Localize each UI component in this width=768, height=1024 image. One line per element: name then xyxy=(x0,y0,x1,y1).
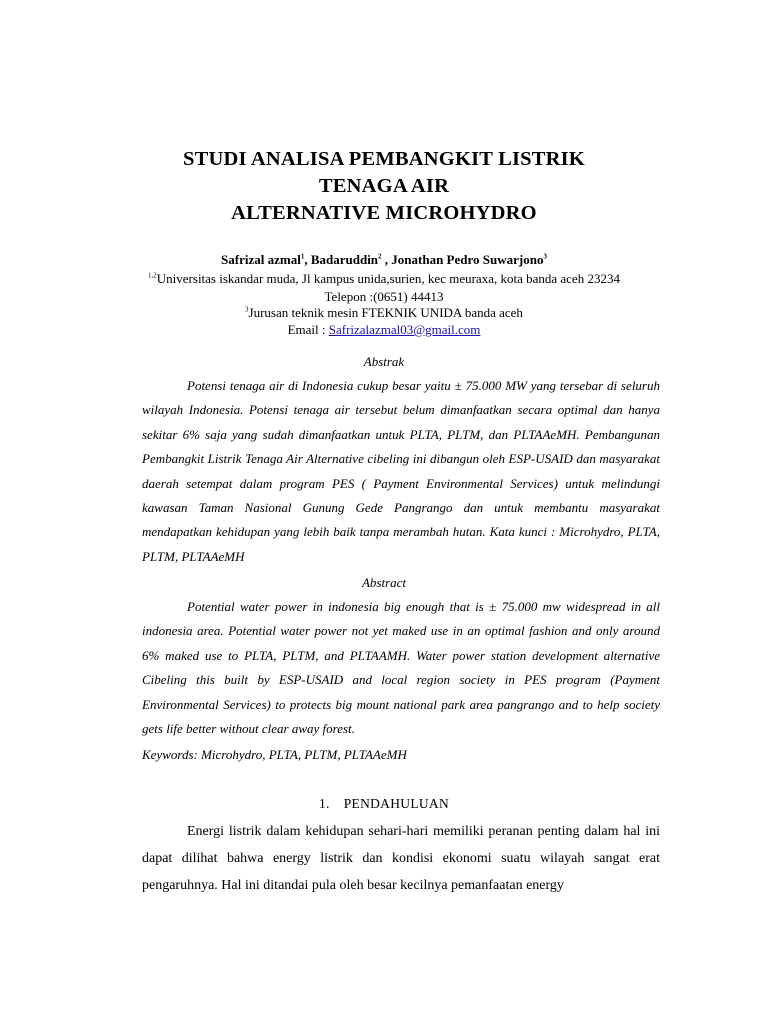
title-line-2: TENAGA AIR xyxy=(318,175,450,197)
abstrak-body xyxy=(142,374,660,569)
affiliation-2-sup: 3 xyxy=(245,305,249,314)
abstrak-paragraph: Potensi tenaga air di Indonesia cukup besar yaitu ± 75.000 MW yang tersebar di seluruh wilayah Indonesia. Potensi tenaga air tersebut belum dimanfaatkan secara optimal dan hanya sekitar 6% saja yang sudah dimanfaatkan untuk PLTA, PLTM, dan PLTAAeMH. Pembangunan Pembangkit Listrik Tenaga Air Alternative cibeling ini dibangun oleh ESP-USAID dan masyarakat daerah setempat dalam program PES ( Payment Environmental Services) untuk melindungi kawasan Taman Nasional Gunung Gede Pangrango dan untuk membantu masyarakat mendapatkan kehidupan yang lebih baik tanpa merambah hutan. Kata kunci : Microhydro, PLTA, PLTM, PLTAAeMH xyxy=(142,378,660,564)
author-2-sup: 2 xyxy=(378,252,382,261)
intro-body xyxy=(142,818,660,899)
abstrak-heading: Abstrak xyxy=(363,354,405,369)
author-1-sup: 1 xyxy=(300,252,305,261)
email-link[interactable]: Safrizalazmal03@gmail.com xyxy=(328,322,481,337)
abstract-body xyxy=(142,595,660,741)
abstract-heading: Abstract xyxy=(361,575,407,590)
affiliation-1-sup: 1,2 xyxy=(148,271,157,280)
phone-line: Telepon :(0651) 44413 xyxy=(324,289,444,304)
section-heading xyxy=(0,796,768,812)
keywords-line: Keywords: Microhydro, PLTA, PLTM, PLTAAeMH xyxy=(142,747,407,762)
author-2: Badaruddin xyxy=(310,252,379,267)
email-label: Email : xyxy=(287,322,329,337)
title-line-3: ALTERNATIVE MICROHYDRO xyxy=(231,202,537,224)
author-1: Safrizal azmal xyxy=(221,252,301,267)
author-separator: , xyxy=(304,252,311,267)
author-separator: , xyxy=(381,252,392,267)
section-title: PENDAHULUAN xyxy=(343,796,450,811)
email-line xyxy=(0,322,768,338)
author-list xyxy=(0,252,768,268)
affiliation-2-text: Jurusan teknik mesin FTEKNIK UNIDA banda aceh xyxy=(248,305,523,320)
abstract-paragraph: Potential water power in indonesia big enough that is ± 75.000 mw widespread in all indonesia area. Potential water power not yet maked use in an optimal fashion and only around 6% maked use to PLTA, PLTM, and PLTAAMH. Water power station development alternative Cibeling this built by ESP-USAID and local region society in PES program (Payment Environmental Services) to protects big mount national park area pangrango and to help society gets life better without clear away forest. xyxy=(142,599,660,737)
affiliation-1-text: Universitas iskandar muda, Jl kampus unida,surien, kec meuraxa, kota banda aceh 23234 xyxy=(156,271,620,286)
author-3: Jonathan Pedro Suwarjono xyxy=(391,252,544,267)
affiliation-2 xyxy=(0,305,768,321)
author-3-sup: 3 xyxy=(543,252,547,261)
intro-paragraph: Energi listrik dalam kehidupan sehari-hari memiliki peranan penting dalam hal ini dapat dilihat bahwa energy listrik dan kondisi ekonomi suatu wilayah sangat erat pengaruhnya. Hal ini ditandai pula oleh besar kecilnya pemanfaatan energy xyxy=(142,824,660,893)
affiliation-1 xyxy=(0,271,768,287)
title-line-1: STUDI ANALISA PEMBANGKIT LISTRIK xyxy=(183,148,585,170)
section-number: 1. xyxy=(318,796,330,811)
paper-title xyxy=(0,146,768,227)
